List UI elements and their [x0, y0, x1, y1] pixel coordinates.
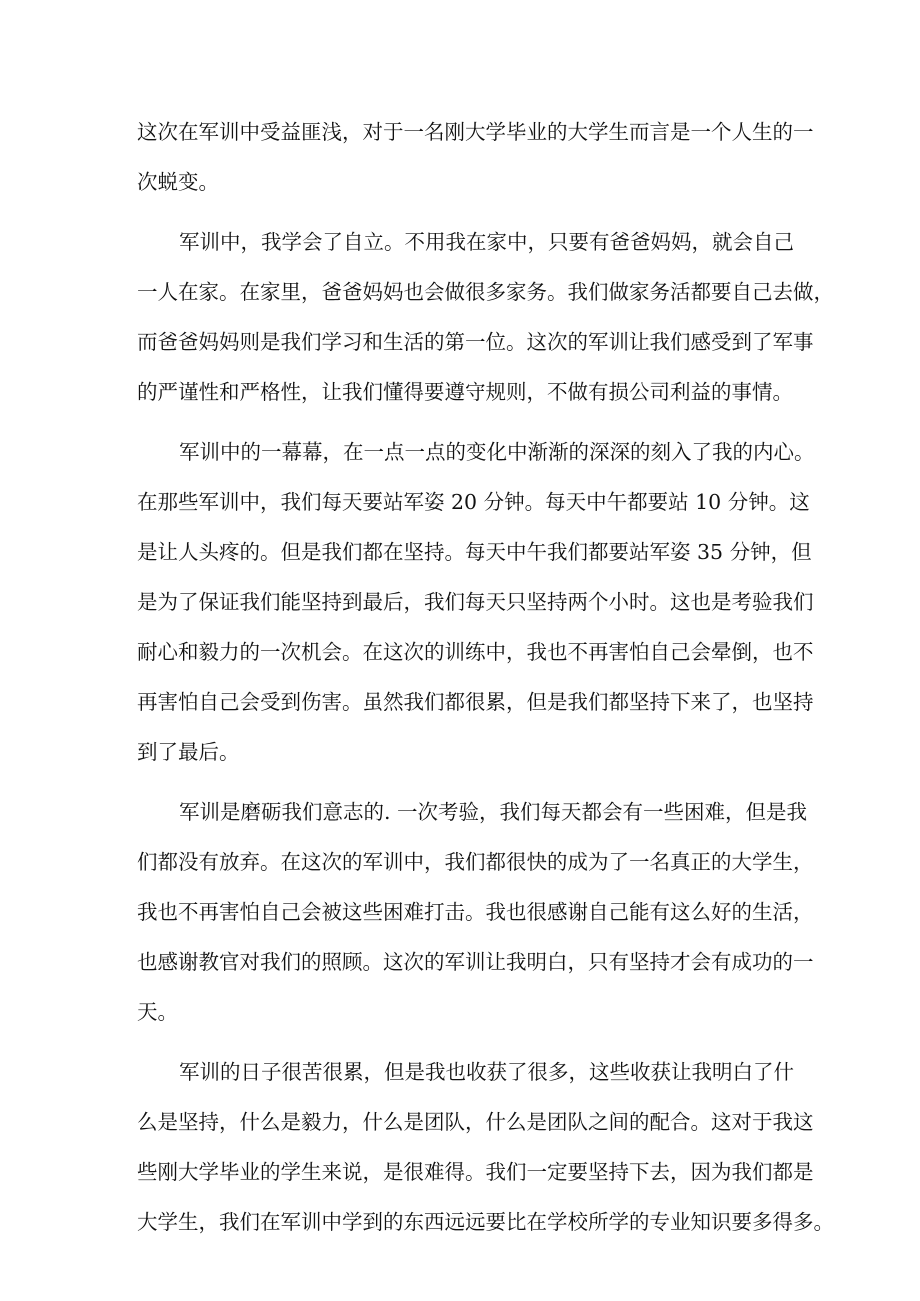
paragraph-5 [137, 1047, 834, 1247]
paragraph-line: 次蜕变。 [137, 170, 219, 194]
paragraph-line: 军训是磨砺我们意志的. 一次考验，我们每天都会有一些困难，但是我 [179, 800, 808, 824]
paragraph-line: 军训中的一幕幕，在一点一点的变化中渐渐的深深的刻入了我的内心。 [179, 440, 815, 464]
paragraph-line: 一人在家。在家里，爸爸妈妈也会做很多家务。我们做家务活都要自己去做， [137, 280, 834, 304]
paragraph-line: 在那些军训中，我们每天要站军姿 20 分钟。每天中午都要站 10 分钟。这 [137, 490, 810, 514]
paragraph-line: 些刚大学毕业的学生来说，是很难得。我们一定要坚持下去，因为我们都是 [137, 1160, 814, 1184]
paragraph-3 [137, 427, 815, 777]
paragraph-line: 们都没有放弃。在这次的军训中，我们都很快的成为了一名真正的大学生， [137, 850, 814, 874]
paragraph-line: 耐心和毅力的一次机会。在这次的训练中，我也不再害怕自己会晕倒，也不 [137, 640, 814, 664]
paragraph-line: 这次在军训中受益匪浅，对于一名刚大学毕业的大学生而言是一个人生的一 [137, 120, 814, 144]
paragraph-line: 我也不再害怕自己会被这些困难打击。我也很感谢自己能有这么好的生活， [137, 900, 814, 924]
paragraph-line: 也感谢教官对我们的照顾。这次的军训让我明白，只有坚持才会有成功的一 [137, 950, 814, 974]
paragraph-1 [137, 107, 814, 207]
paragraph-line: 是让人头疼的。但是我们都在坚持。每天中午我们都要站军姿 35 分钟，但 [137, 540, 812, 564]
paragraph-line: 军训的日子很苦很累，但是我也收获了很多，这些收获让我明白了什 [179, 1060, 794, 1084]
document-body [137, 107, 834, 1247]
paragraph-line: 军训中，我学会了自立。不用我在家中，只要有爸爸妈妈，就会自己 [179, 230, 794, 254]
paragraph-2 [137, 217, 834, 417]
paragraph-line: 再害怕自己会受到伤害。虽然我们都很累，但是我们都坚持下来了，也坚持 [137, 690, 814, 714]
paragraph-line: 到了最后。 [137, 740, 240, 764]
paragraph-line: 么是坚持，什么是毅力，什么是团队，什么是团队之间的配合。这对于我这 [137, 1110, 814, 1134]
paragraph-line: 而爸爸妈妈则是我们学习和生活的第一位。这次的军训让我们感受到了军事 [137, 330, 814, 354]
paragraph-line: 大学生，我们在军训中学到的东西远远要比在学校所学的专业知识要多得多。 [137, 1210, 834, 1234]
paragraph-line: 的严谨性和严格性，让我们懂得要遵守规则，不做有损公司利益的事情。 [137, 380, 793, 404]
paragraph-4 [137, 787, 814, 1037]
paragraph-line: 天。 [137, 1000, 178, 1024]
paragraph-line: 是为了保证我们能坚持到最后，我们每天只坚持两个小时。这也是考验我们 [137, 590, 814, 614]
